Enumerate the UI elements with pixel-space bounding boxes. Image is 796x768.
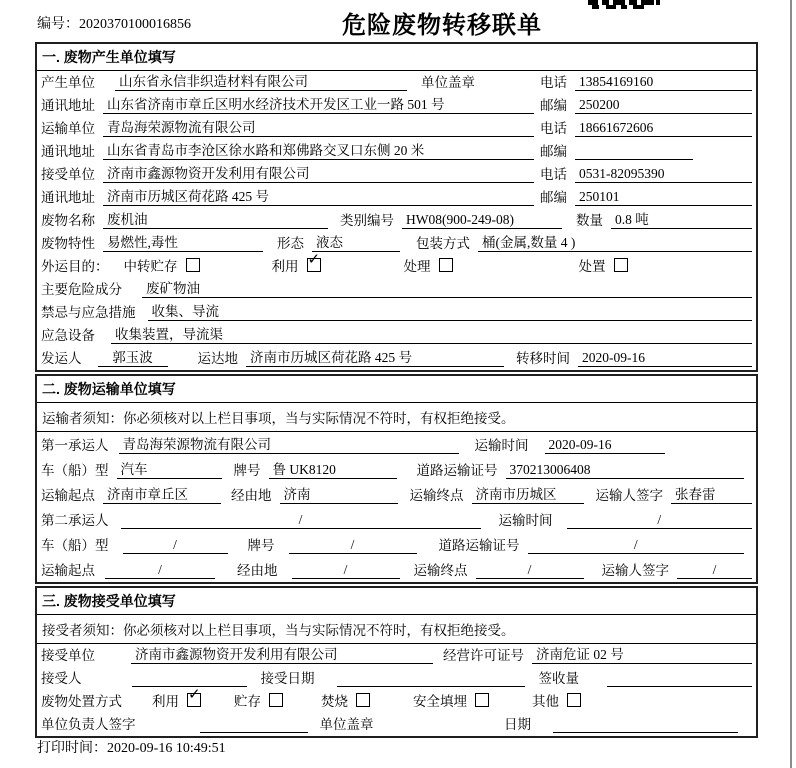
receive-unit-value: 济南市鑫源物资开发利用有限公司 [131,643,433,664]
phone-label: 电话 [540,75,567,90]
phone-label: 电话 [540,121,567,136]
document-title: 危险废物转移联单 [342,12,542,39]
produce-phone-value: 13854169160 [575,74,752,91]
vehicle1-row [37,457,756,482]
origin2-value: / [105,562,215,579]
section-receiver-header: 三. 废物接受单位填写 [37,588,756,615]
waste-name-value: 废机油 [103,208,328,229]
equipment-label: 应急设备 [41,328,95,343]
via-label: 经由地 [237,563,278,578]
receive-unit-row [37,644,756,667]
hazard-label: 主要危险成分 [41,282,122,297]
transport-unit-row [37,117,756,140]
end2-value: / [476,562,584,579]
option-label: 安全填埋 [413,694,467,709]
vehicle2-value: / [123,537,228,554]
option-label: 中转贮存 [123,259,178,274]
transport-address-label: 通讯地址 [41,144,95,159]
hazard-value: 废矿物油 [142,277,752,298]
carrier1-value: 青岛海荣源物流有限公司 [119,433,459,454]
purpose-option-treat [404,255,453,275]
disposal-option-utilize [152,685,201,710]
checkmark-icon: ✓ [307,250,321,268]
consignor-row [37,347,756,370]
vehicle1-value: 汽车 [117,458,222,479]
purpose-label: 外运目的： [41,259,109,274]
waste-name-row [37,209,756,232]
receive-phone-value: 0531-82095390 [575,166,752,183]
receive-date-label: 接受日期 [260,671,315,686]
manifest-table [35,42,758,740]
produce-phone-field [540,71,752,91]
checkbox-icon [567,693,581,707]
equipment-row [37,324,756,347]
transport-unit-label: 运输单位 [41,121,95,136]
page-right-edge-line [790,0,792,768]
route2-row [37,557,756,582]
sign-label: 运输人签字 [601,563,669,578]
carrier1-row [37,432,756,457]
section-producer [35,42,758,372]
responsible-row [37,713,756,736]
disposal-row [37,685,756,713]
sign2-value: / [677,562,752,579]
receiver-row [37,667,756,690]
consignor-value: 郭玉波 [98,346,168,367]
document-header [0,0,796,42]
waste-name-label: 废物名称 [41,213,95,228]
plate2-value: / [289,537,417,554]
plate-label: 牌号 [233,463,261,478]
transport-zip-value [575,144,693,160]
unit-seal-label: 单位盖章 [421,75,475,90]
responsible-label: 单位负责人签字 [41,717,136,732]
transporter-notice: 运输者须知：你必须核对以上栏目事项，当与实际情况不符时，有权拒绝接受。 [37,403,756,432]
transport-time1-value: 2020-09-16 [545,437,665,454]
via-label: 经由地 [231,488,272,503]
consignor-label: 发运人 [41,351,82,366]
serial-value: 2020370100016856 [79,17,191,32]
end-label: 运输终点 [413,563,468,578]
vehicle-label: 车（船）型 [41,463,109,478]
waste-character-value: 易燃性,毒性 [103,231,263,252]
license2-value: / [528,537,745,554]
checkbox-icon [356,693,370,707]
zip-label: 邮编 [540,144,567,159]
transport-unit-value: 青岛海荣源物流有限公司 [103,116,534,137]
produce-address-value: 山东省济南市章丘区明水经济技术开发区工业一路 501 号 [103,93,534,114]
checkbox-icon [439,258,453,272]
checkbox-icon [186,258,200,272]
purpose-row [37,250,756,278]
waste-character-row [37,232,756,255]
checkbox-icon [269,693,283,707]
checkbox-checked-icon [307,250,321,272]
transport-time2-value: / [567,512,753,529]
transport-time-label: 运输时间 [474,438,529,453]
receive-unit-row [37,163,756,186]
section-transporter [35,374,758,584]
license-label: 道路运输证号 [438,538,520,553]
transport-phone-field [540,117,752,137]
print-time-value: 2020-09-16 10:49:51 [107,741,226,756]
end-label: 运输终点 [409,488,464,503]
option-label: 贮存 [234,694,261,709]
receive-unit-value: 济南市鑫源物资开发利用有限公司 [103,162,534,183]
origin1-value: 济南市章丘区 [103,483,221,504]
waste-character-label: 废物特性 [41,236,95,251]
category-value: HW08(900-249-08) [402,212,562,229]
transfer-time-label: 转移时间 [516,351,570,366]
taboo-label: 禁忌与应急措施 [41,305,136,320]
origin-label: 运输起点 [41,563,95,578]
receive-unit-label: 接受单位 [41,648,95,663]
end1-value: 济南市历城区 [472,483,584,504]
carrier2-row [37,507,756,532]
sign1-value: 张春雷 [671,483,752,504]
disposal-option-other [532,690,581,710]
carrier1-label: 第一承运人 [41,438,109,453]
taboo-value: 收集、导流 [148,300,753,321]
produce-unit-label: 产生单位 [41,75,95,90]
produce-unit-row [37,71,756,94]
phone-label: 电话 [540,167,567,182]
carrier2-value: / [121,512,481,529]
license-label: 道路运输证号 [416,463,498,478]
form-label: 形态 [277,236,304,251]
signed-qty-label: 签收量 [538,671,579,686]
option-label: 利用 [271,259,299,274]
purpose-option-utilize [271,250,321,275]
option-label: 处置 [578,259,606,274]
option-label: 焚烧 [321,694,348,709]
unit-seal-label: 单位盖章 [319,717,374,732]
vehicle2-row [37,532,756,557]
permit-value: 济南危证 02 号 [532,643,752,664]
route1-row [37,482,756,507]
receive-phone-field [540,163,752,183]
produce-address-label: 通讯地址 [41,98,95,113]
zip-label: 邮编 [540,98,567,113]
permit-label: 经营许可证号 [443,648,524,663]
destination-label: 运达地 [197,351,238,366]
zip-label: 邮编 [540,190,567,205]
receive-zip-value: 250101 [575,189,752,206]
section-receiver [35,586,758,738]
checkbox-icon [475,693,489,707]
plate1-value: 鲁 UK8120 [269,458,397,479]
receive-address-value: 济南市历城区荷花路 425 号 [103,185,534,206]
option-label: 利用 [152,694,179,709]
origin-label: 运输起点 [41,488,95,503]
receiver-label: 接受人 [41,671,82,686]
packing-value: 桶(金属,数量 4 ) [478,231,752,252]
via1-value: 济南 [280,483,398,504]
destination-value: 济南市历城区荷花路 425 号 [246,346,504,367]
date-label: 日期 [504,717,531,732]
checkbox-checked-icon [187,685,201,707]
produce-zip-field [540,94,752,114]
produce-unit-value: 山东省永信非织造材料有限公司 [115,70,407,91]
transport-address-value: 山东省青岛市李沧区徐水路和郑佛路交叉口东侧 20 米 [103,139,534,160]
license1-value: 370213006408 [506,462,745,479]
transport-time-label: 运输时间 [498,513,553,528]
vehicle-label: 车（船）型 [41,538,109,553]
transport-address-row [37,140,756,163]
disposal-option-storage [234,690,283,710]
disposal-label: 废物处置方式 [41,694,122,709]
transport-phone-value: 18661672606 [575,120,752,137]
carrier2-label: 第二承运人 [41,513,109,528]
plate-label: 牌号 [247,538,275,553]
disposal-option-incinerate [321,690,370,710]
packing-label: 包装方式 [416,236,470,251]
qr-code-fragment-icon [588,0,660,10]
print-time-label: 打印时间： [37,741,107,756]
qty-value: 0.8 吨 [611,208,752,229]
disposal-option-landfill [413,690,489,710]
section-producer-header: 一. 废物产生单位填写 [37,44,756,71]
receive-zip-field [540,186,752,206]
equipment-value: 收集装置，导流渠 [111,323,752,344]
produce-address-row [37,94,756,117]
checkbox-icon [614,258,628,272]
via2-value: / [292,562,400,579]
date-value [553,717,738,733]
taboo-row [37,301,756,324]
checkmark-icon: ✓ [188,685,201,703]
receive-unit-label: 接受单位 [41,167,95,182]
receiver-notice: 接受者须知：你必须核对以上栏目事项，当与实际情况不符时，有权拒绝接受。 [37,615,756,644]
hazard-row [37,278,756,301]
responsible-value [200,717,308,733]
signed-qty-value [607,671,752,687]
category-label: 类别编号 [340,213,394,228]
option-label: 其他 [532,694,559,709]
qty-label: 数量 [576,213,603,228]
print-time [37,737,226,757]
transport-zip-field [540,140,752,160]
sign-label: 运输人签字 [595,488,663,503]
serial-label: 编号： [37,17,79,32]
transfer-time-value: 2020-09-16 [578,350,752,367]
produce-zip-value: 250200 [575,97,752,114]
receive-address-row [37,186,756,209]
purpose-option-transfer-storage [124,255,200,275]
purpose-option-dispose [579,255,628,275]
section-transporter-header: 二. 废物运输单位填写 [37,376,756,403]
option-label: 处理 [403,259,431,274]
receive-address-label: 通讯地址 [41,190,95,205]
receive-date-value [337,671,525,687]
form-value: 液态 [312,231,400,252]
